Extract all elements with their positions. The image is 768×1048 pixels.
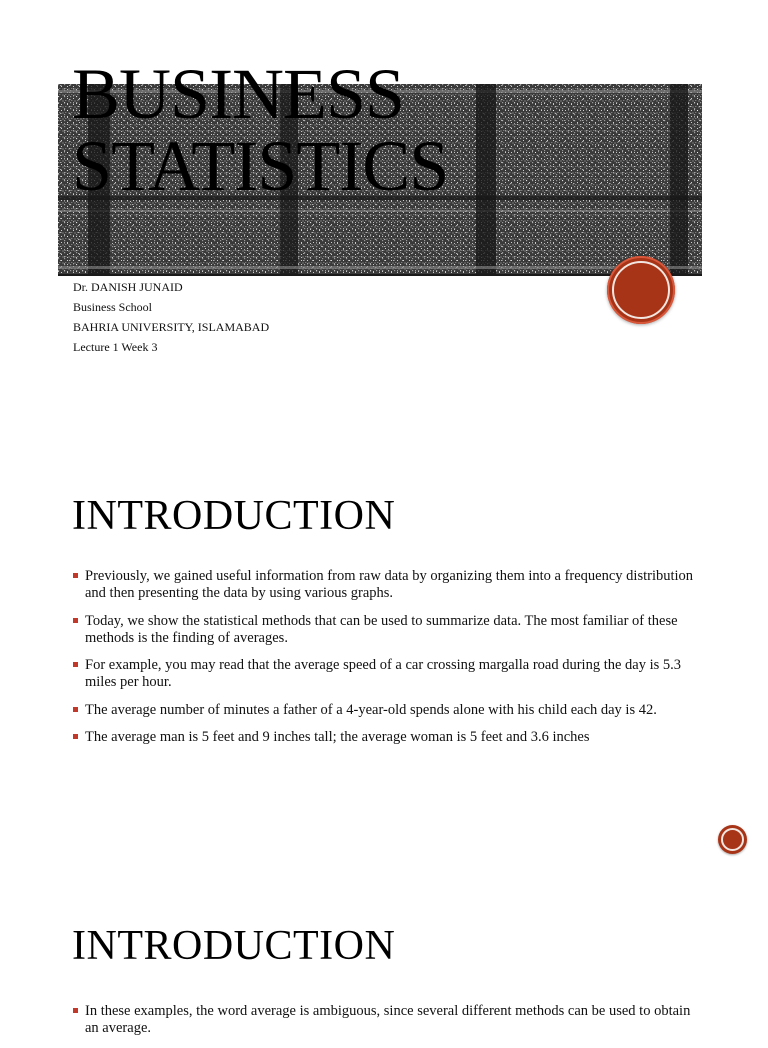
intro-slide-2 (0, 880, 768, 1036)
university-name: BAHRIA UNIVERSITY, ISLAMABAD (73, 320, 270, 334)
bullet-text: The average man is 5 feet and 9 inches tall; the average woman is 5 feet and 3.6 inches (85, 729, 590, 745)
list-item (72, 613, 700, 647)
bullet-text: The average number of minutes a father of a 4-year-old spends alone with his child each day is 42. (85, 701, 657, 718)
deck-title-line-2: STATISTICS (72, 126, 449, 206)
bullet-list (72, 1003, 700, 1048)
bullet-square-icon (73, 573, 78, 578)
deck-title-line-1: BUSINESS (72, 54, 405, 134)
school-name: Business School (73, 300, 153, 314)
bullet-list (72, 568, 700, 757)
bullet-text: In these examples, the word average is ambiguous, since several different methods can be used to obtain an average. (85, 1003, 691, 1036)
list-item (72, 568, 700, 602)
list-item (72, 657, 700, 691)
banner-bottom-rule (58, 274, 702, 276)
bullet-square-icon (73, 734, 78, 739)
title-slide (0, 0, 768, 430)
presenter-info (73, 277, 269, 357)
bullet-square-icon (73, 707, 78, 712)
bullet-text: For example, you may read that the average speed of a car crossing margalla road during the day is 5.3 miles per hour. (85, 657, 682, 690)
list-item (72, 702, 700, 719)
accent-circle-icon (607, 256, 675, 324)
slide-heading: INTRODUCTION (72, 493, 396, 539)
bullet-text: Previously, we gained useful information from raw data by organizing them into a frequency distribution and then presenting the data by using various graphs. (85, 568, 694, 601)
bullet-square-icon (73, 1008, 78, 1013)
bullet-square-icon (73, 618, 78, 623)
slide-heading: INTRODUCTION (72, 923, 396, 969)
intro-slide (0, 440, 768, 870)
deck-title (72, 54, 449, 206)
list-item (72, 1003, 700, 1037)
list-item (72, 729, 700, 746)
bullet-square-icon (73, 662, 78, 667)
lecture-label: Lecture 1 Week 3 (73, 340, 158, 354)
bullet-text: Today, we show the statistical methods that can be used to summarize data. The most familiar of these methods is the finding of averages. (85, 612, 678, 646)
accent-circle-icon (718, 825, 747, 854)
author-name: Dr. DANISH JUNAID (73, 280, 183, 294)
